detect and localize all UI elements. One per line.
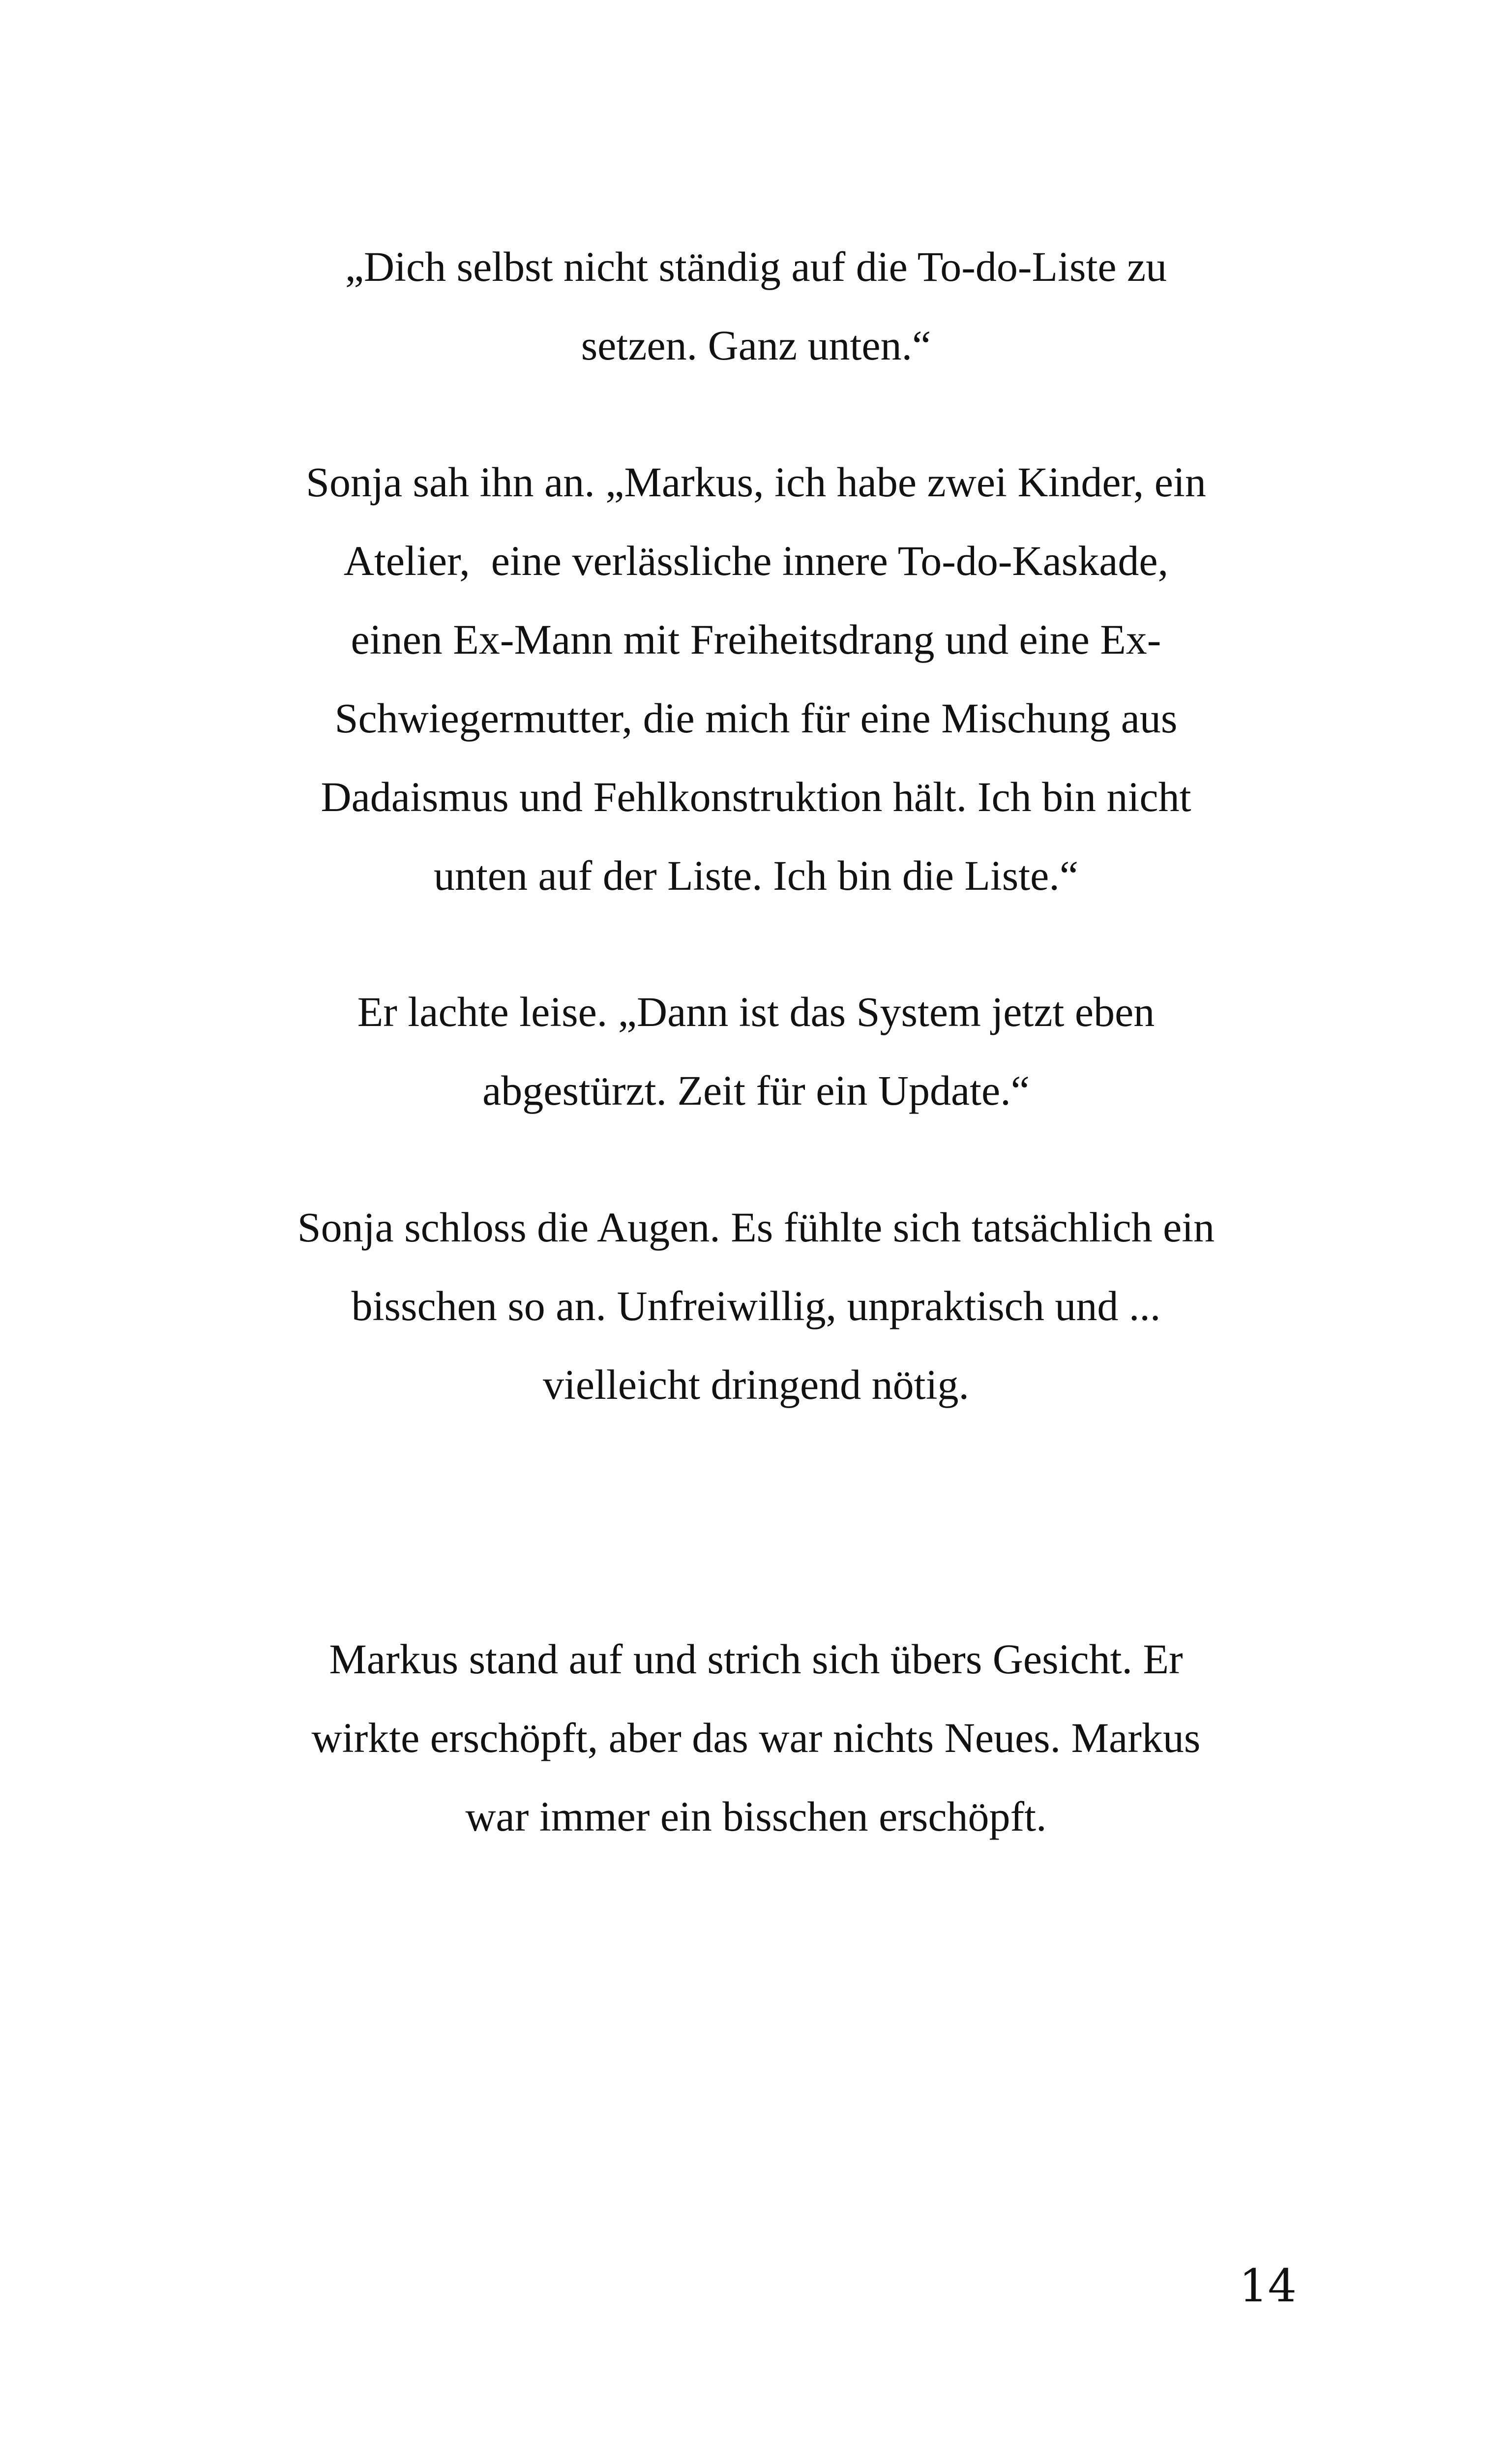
text-line: Markus stand auf und strich sich übers Gesicht. Er	[329, 1635, 1183, 1683]
text-line: vielleicht dringend nötig.	[543, 1361, 969, 1408]
text-line: setzen. Ganz unten.“	[581, 322, 931, 369]
paragraph-markus-laughs	[0, 972, 1512, 1130]
text-line: bisschen so an. Unfreiwillig, unpraktisch und ...	[351, 1282, 1161, 1329]
page-number: 14	[1239, 2260, 1297, 2312]
text-line: Schwiegermutter, die mich für eine Mischung aus	[334, 694, 1178, 742]
text-line: einen Ex-Mann mit Freiheitsdrang und eine Ex-	[351, 616, 1161, 663]
paragraph-sonja-closes-eyes	[0, 1188, 1512, 1424]
text-line: wirkte erschöpft, aber das war nichts Neues. Markus	[311, 1714, 1201, 1761]
paragraph-sonja-reply	[0, 443, 1512, 915]
paragraph-todo-list	[0, 227, 1512, 385]
text-line: Atelier, eine verlässliche innere To-do-Kaskade,	[343, 537, 1169, 584]
text-line: war immer ein bisschen erschöpft.	[465, 1793, 1047, 1840]
text-line: abgestürzt. Zeit für ein Update.“	[482, 1067, 1030, 1114]
text-line: Er lachte leise. „Dann ist das System jetzt eben	[357, 988, 1155, 1035]
text-line: Dadaismus und Fehlkonstruktion hält. Ich bin nicht	[321, 773, 1191, 820]
paragraph-markus-stands	[0, 1620, 1512, 1856]
text-line: unten auf der Liste. Ich bin die Liste.“	[433, 852, 1079, 899]
text-line: „Dich selbst nicht ständig auf die To-do-Liste zu	[345, 243, 1167, 290]
text-line: Sonja sah ihn an. „Markus, ich habe zwei Kinder, ein	[306, 458, 1206, 506]
text-line: Sonja schloss die Augen. Es fühlte sich tatsächlich ein	[297, 1204, 1215, 1251]
